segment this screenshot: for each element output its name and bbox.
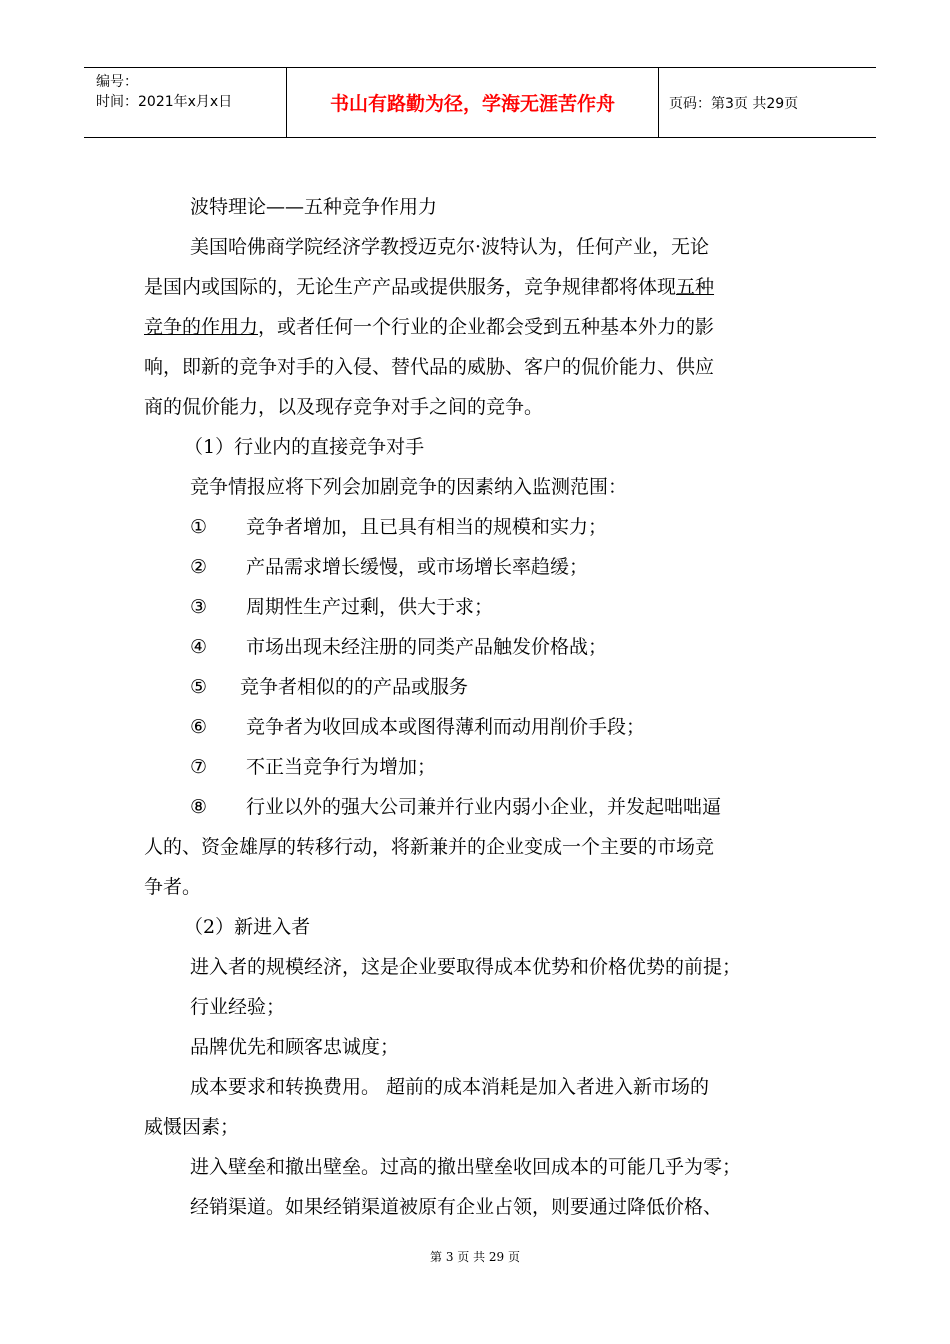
list-number: ⑥ — [190, 716, 208, 738]
text-span: 是国内或国际的，无论生产产品或提供服务，竞争规律都将体现 — [144, 276, 677, 298]
list-text: 市场出现未经注册的同类产品触发价格战； — [246, 636, 608, 658]
paragraph-line: 进入者的规模经济，这是企业要取得成本优势和价格优势的前提； — [190, 956, 742, 978]
paragraph-line — [144, 312, 714, 339]
paragraph-line: 进入壁垒和撤出壁垒。过高的撤出壁垒收回成本的可能几乎为零； — [190, 1156, 742, 1178]
section-title: 波特理论——五种竞争作用力 — [190, 196, 438, 218]
underlined-term: 五种 — [676, 276, 715, 298]
list-text: 周期性生产过剩，供大于求； — [246, 596, 494, 618]
list-number: ⑤ — [190, 676, 208, 698]
header-page-number: 页码：第3页 共29页 — [669, 95, 799, 112]
paragraph-line: 成本要求和转换费用。 超前的成本消耗是加入者进入新市场的 — [190, 1076, 710, 1098]
list-item — [190, 632, 607, 659]
list-number: ③ — [190, 596, 208, 618]
paragraph-line: 威慑因素； — [144, 1116, 240, 1138]
list-text: 不正当竞争行为增加； — [246, 756, 437, 778]
list-item — [190, 592, 493, 619]
list-item — [190, 752, 436, 779]
list-text: 竞争者增加，且已具有相当的规模和实力； — [246, 516, 608, 538]
paragraph-line: 经销渠道。如果经销渠道被原有企业占领，则要通过降低价格、 — [190, 1196, 723, 1218]
document-number-label: 编号： — [96, 74, 138, 90]
subsection-heading: （1）行业内的直接竞争对手 — [184, 436, 425, 458]
list-item — [190, 792, 721, 819]
list-text: 产品需求增长缓慢，或市场增长率趋缓； — [246, 556, 589, 578]
list-item — [190, 552, 588, 579]
list-text: 竞争者相似的的产品或服务 — [240, 676, 469, 698]
paragraph-line — [144, 272, 714, 299]
subsection-heading: （2）新进入者 — [184, 916, 311, 938]
header-motto: 书山有路勤为径，学海无涯苦作舟 — [287, 68, 659, 137]
list-number: ⑧ — [190, 796, 208, 818]
paragraph-line: 品牌优先和顾客忠诚度； — [190, 1036, 400, 1058]
list-number: ① — [190, 516, 208, 538]
list-item — [190, 672, 468, 699]
paragraph-line: 行业经验； — [190, 996, 286, 1018]
list-item — [190, 712, 645, 739]
header-meta — [84, 68, 287, 137]
list-number: ② — [190, 556, 208, 578]
paragraph-line: 人的、资金雄厚的转移行动，将新兼并的企业变成一个主要的市场竞 — [144, 836, 715, 858]
header-table — [84, 67, 876, 138]
page-footer: 第 3 页 共 29 页 — [430, 1250, 520, 1264]
list-number: ④ — [190, 636, 208, 658]
text-span: ，或者任何一个行业的企业都会受到五种基本外力的影 — [258, 316, 715, 338]
list-item — [190, 512, 607, 539]
underlined-term: 竞争的作用力 — [144, 316, 259, 338]
paragraph-line: 争者。 — [144, 876, 202, 898]
paragraph-line: 竞争情报应将下列会加剧竞争的因素纳入监测范围： — [190, 476, 628, 498]
paragraph-line: 响，即新的竞争对手的入侵、替代品的威胁、客户的侃价能力、供应 — [144, 356, 715, 378]
list-text: 竞争者为收回成本或图得薄利而动用削价手段； — [246, 716, 646, 738]
list-number: ⑦ — [190, 756, 208, 778]
list-text: 行业以外的强大公司兼并行业内弱小企业，并发起咄咄逼 — [246, 796, 722, 818]
paragraph-line: 商的侃价能力，以及现存竞争对手之间的竞争。 — [144, 396, 544, 418]
paragraph-line: 美国哈佛商学院经济学教授迈克尔·波特认为，任何产业，无论 — [190, 236, 710, 258]
document-time-label: 时间：2021年x月x日 — [96, 94, 233, 110]
